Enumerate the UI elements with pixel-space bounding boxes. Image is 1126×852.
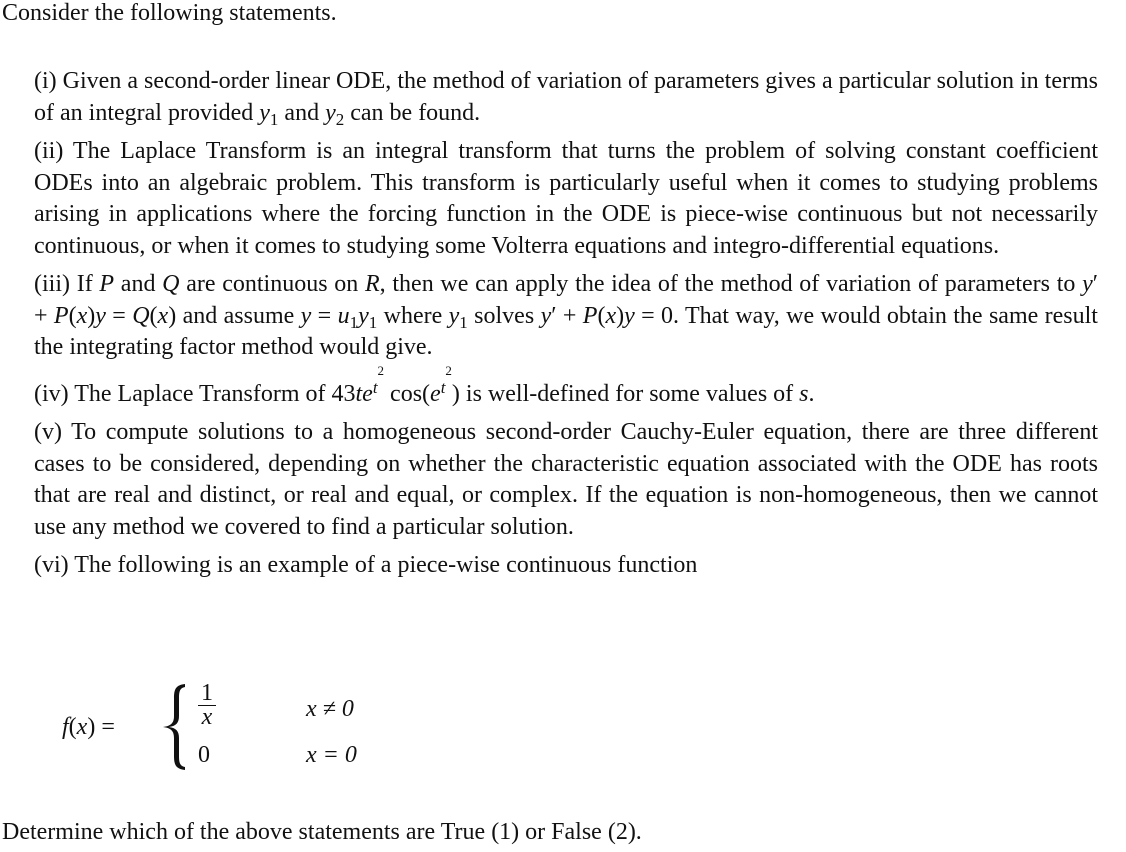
left-brace (158, 680, 192, 774)
closing-question: Determine which of the above statements are True (1) or False (2). (2, 819, 642, 845)
fraction-denominator: x (201, 704, 213, 730)
case2-value: 0 (198, 742, 210, 768)
fraction-one-over-x (198, 682, 216, 728)
statement-ii: (ii) The Laplace Transform is an integral transform that turns the problem of solving constant coefficient ODEs into an algebraic problem. This transform is particularly useful when it comes to studying problems arising in applications where the forcing function in the ODE is piece-wise continuous but not necessarily continuous, or when it comes to studying some Volterra equations and integro-differential equations. (34, 138, 1098, 259)
statement-iv: (iv) The Laplace Transform of $43te^{t^2}$ $\cos(e^{t^2})$ is well-defined for some values of s. (34, 362, 815, 407)
statement-v: (v) To compute solutions to a homogeneous second-order Cauchy-Euler equation, there are three different cases to be considered, depending on whether the characteristic equation associated with the ODE has roots that are real and distinct, or real and equal, or complex. If the equation is non-homogeneous, then we cannot use any method we covered to find a particular solution. (34, 419, 1098, 540)
case1-condition: x ≠ 0 (306, 696, 354, 722)
case2-condition: x = 0 (306, 742, 357, 768)
function-lhs: f(x) = (62, 714, 115, 740)
statement-vi: (vi) The following is an example of a piece-wise continuous function (34, 552, 698, 578)
intro-text: Consider the following statements. (2, 0, 337, 26)
statement-list (34, 66, 1098, 589)
piecewise-function (62, 680, 462, 774)
statement-i: (i) Given a second-order linear ODE, the method of variation of parameters gives a particular solution in terms of an integral provided $y_1$ and $y_2$ can be found. (34, 68, 1098, 129)
statement-iii: (iii) If P and Q are continuous on R, then we can apply the idea of the method of variation of parameters to y′ + P(x)y = Q(x) and assume $y = u_1y_1$ where $y_1$ solves y′ + P(x)y = 0. That way, we would obtain the same result the integrating factor method would give. (34, 271, 1098, 360)
fraction-numerator: 1 (198, 682, 216, 706)
